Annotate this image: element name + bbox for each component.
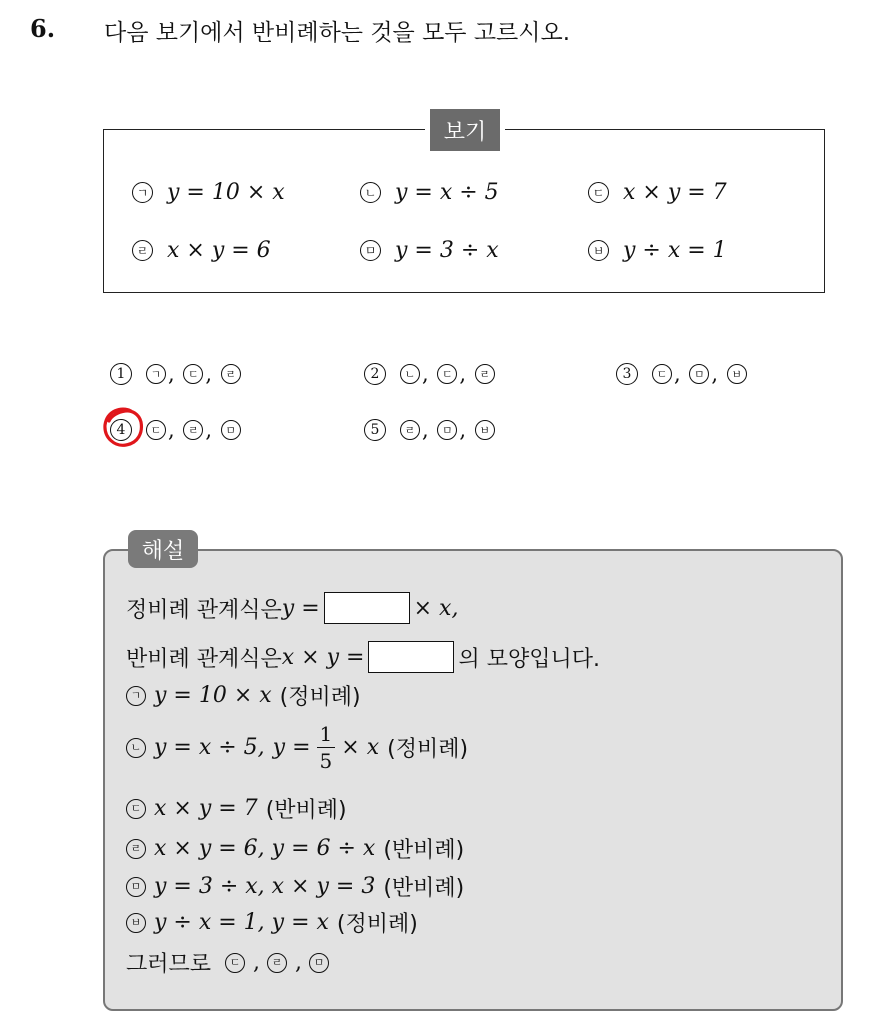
mark-nieun: ㄴ [360, 182, 381, 203]
choice-4[interactable]: 4 ㄷ , ㄹ , ㅁ [110, 418, 241, 442]
mark-giyeok: ㄱ [132, 182, 153, 203]
solution-expr: × x [341, 735, 380, 760]
choice-number: 1 [110, 363, 132, 385]
solution-expr: x × y = [281, 644, 365, 670]
solution-line-inverse [126, 641, 600, 673]
choice-mark: ㄷ [652, 364, 672, 384]
solution-item [126, 833, 464, 864]
solution-mark: ㄷ [126, 799, 146, 819]
solution-expr: y = 10 × x [154, 683, 272, 708]
conclusion-mark: ㄹ [267, 953, 287, 973]
bogi-expr: y = 3 ÷ x [395, 238, 499, 263]
mark-mieum: ㅁ [360, 240, 381, 261]
bogi-box [103, 129, 825, 293]
choice-mark: ㄷ [146, 420, 166, 440]
solution-text: 반비례 관계식은 [126, 646, 282, 672]
solution-note: (정비례) [336, 912, 418, 937]
bogi-item [588, 238, 727, 263]
choice-mark: ㅁ [437, 420, 457, 440]
answer-blank[interactable] [324, 592, 410, 624]
solution-item [126, 793, 347, 824]
solution-mark: ㄹ [126, 839, 146, 859]
solution-expr: × x, [413, 595, 459, 621]
fraction-numerator: 1 [317, 724, 336, 748]
bogi-expr: y = x ÷ 5 [395, 180, 499, 205]
choice-mark: ㄴ [400, 364, 420, 384]
answer-circle-icon [101, 405, 145, 449]
solution-note: (반비례) [383, 876, 465, 901]
solution-mark: ㅁ [126, 877, 146, 897]
conclusion-mark: ㄷ [225, 953, 245, 973]
choice-5[interactable]: 5 ㄹ , ㅁ , ㅂ [364, 418, 495, 442]
bogi-expr: x × y = 6 [167, 238, 271, 263]
bogi-item [132, 238, 271, 263]
bogi-label: 보기 [430, 109, 500, 151]
solution-mark: ㄴ [126, 738, 146, 758]
solution-mark: ㅂ [126, 913, 146, 933]
solution-expr: y = x ÷ 5, [154, 735, 265, 760]
choice-3[interactable]: 3 ㄷ , ㅁ , ㅂ [616, 362, 747, 386]
bogi-expr: y = 10 × x [167, 180, 285, 205]
mark-bieup: ㅂ [588, 240, 609, 261]
choice-1[interactable]: 1 ㄱ , ㄷ , ㄹ [110, 362, 241, 386]
solution-conclusion: 그러므로 ㄷ , ㄹ , ㅁ [126, 947, 337, 978]
choice-number: 3 [616, 363, 638, 385]
choice-number: 2 [364, 363, 386, 385]
solution-item [126, 724, 468, 771]
solution-note: (정비례) [387, 737, 469, 762]
conclusion-text: 그러므로 [126, 952, 212, 977]
bogi-item [360, 238, 499, 263]
solution-line-direct [126, 592, 458, 624]
solution-expr: x × y = 7 [154, 796, 258, 821]
solution-expr: y ÷ x = 1, y = x [154, 910, 329, 935]
bogi-item [132, 180, 285, 205]
question-text: 다음 보기에서 반비례하는 것을 모두 고르시오. [104, 20, 571, 46]
bogi-item [588, 180, 727, 205]
choice-mark: ㄹ [475, 364, 495, 384]
choice-number: 5 [364, 419, 386, 441]
choice-mark: ㄹ [183, 420, 203, 440]
solution-expr: y = [281, 595, 320, 621]
bogi-expr: x × y = 7 [623, 180, 727, 205]
choice-mark: ㅂ [475, 420, 495, 440]
conclusion-mark: ㅁ [309, 953, 329, 973]
bogi-expr: y ÷ x = 1 [623, 238, 727, 263]
solution-expr: y = [272, 735, 311, 760]
solution-item [126, 871, 464, 902]
choice-mark: ㄱ [146, 364, 166, 384]
choice-mark: ㄷ [183, 364, 203, 384]
solution-expr: y = 3 ÷ x, x × y = 3 [154, 874, 376, 899]
solution-expr: x × y = 6, y = 6 ÷ x [154, 836, 376, 861]
bogi-item [360, 180, 499, 205]
solution-mark: ㄱ [126, 686, 146, 706]
answer-blank[interactable] [368, 641, 454, 673]
choice-number: 4 [110, 419, 132, 441]
fraction [317, 724, 336, 771]
solution-text: 정비례 관계식은 [126, 597, 282, 623]
solution-text: 의 모양입니다. [458, 646, 600, 672]
choice-mark: ㄹ [221, 364, 241, 384]
solution-note: (반비례) [383, 838, 465, 863]
mark-rieul: ㄹ [132, 240, 153, 261]
solution-label: 해설 [128, 530, 198, 568]
solution-note: (반비례) [265, 798, 347, 823]
choice-2[interactable]: 2 ㄴ , ㄷ , ㄹ [364, 362, 495, 386]
choice-mark: ㅂ [727, 364, 747, 384]
solution-note: (정비례) [279, 685, 361, 710]
fraction-denominator: 5 [319, 749, 333, 773]
mark-digeut: ㄷ [588, 182, 609, 203]
question-number: 6. [30, 14, 56, 43]
choice-mark: ㅁ [221, 420, 241, 440]
choice-mark: ㄹ [400, 420, 420, 440]
solution-item [126, 907, 418, 938]
solution-item [126, 680, 361, 711]
choice-mark: ㅁ [689, 364, 709, 384]
choice-mark: ㄷ [437, 364, 457, 384]
